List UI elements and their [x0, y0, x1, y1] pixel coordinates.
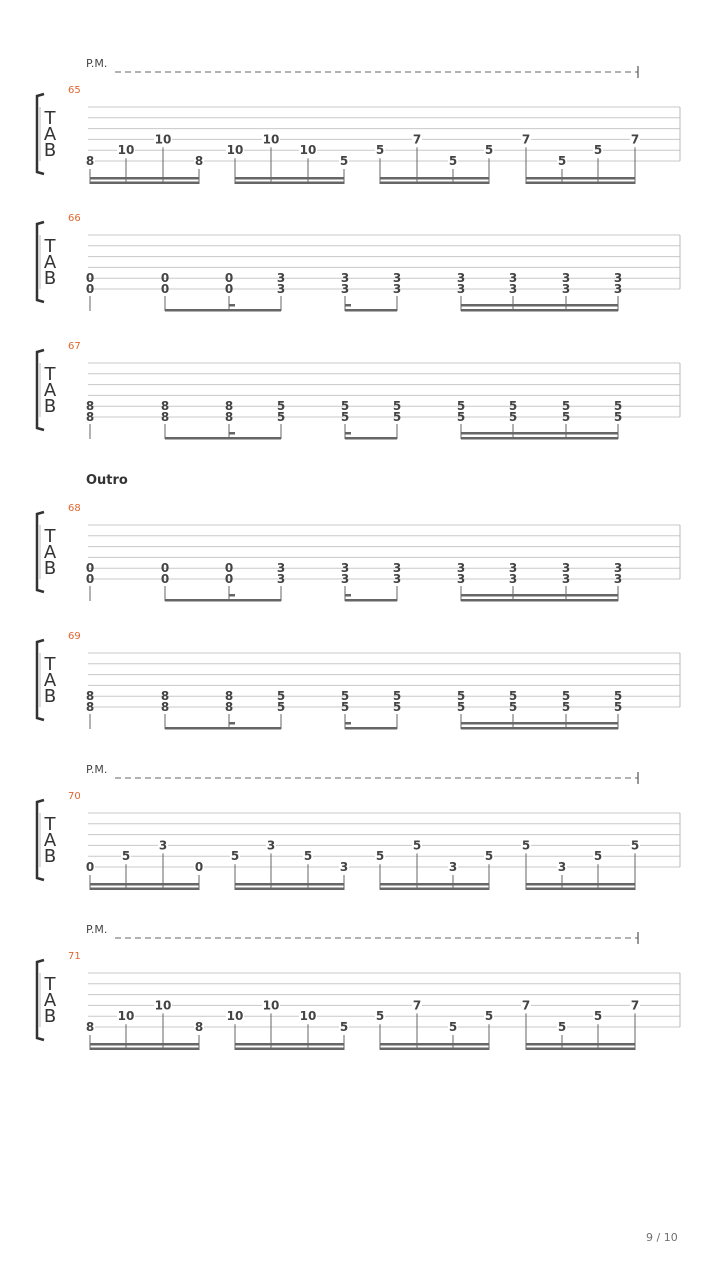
fret-number: 3: [392, 572, 402, 586]
system-measure-65: [37, 57, 680, 184]
fret-number: 5: [484, 1009, 494, 1024]
beam: [235, 883, 344, 886]
fret-number: 0: [194, 860, 204, 874]
beam: [90, 1043, 199, 1046]
fret-number: 3: [392, 561, 402, 576]
beam: [235, 888, 344, 891]
beam: [461, 304, 618, 307]
fret-number: 5: [613, 399, 623, 414]
fret-number: 5: [593, 849, 603, 864]
fret-number: 5: [448, 154, 458, 168]
fret-number: 3: [276, 271, 286, 286]
fret-number: 8: [224, 700, 234, 714]
beam: [345, 309, 397, 312]
fret-number: 5: [392, 689, 402, 704]
fret-number: 5: [276, 399, 286, 414]
fret-number: 3: [561, 561, 571, 576]
system-measure-67: [37, 341, 680, 440]
beam-partial: [345, 722, 351, 725]
beam: [461, 309, 618, 312]
fret-number: 5: [557, 154, 567, 168]
beam: [235, 182, 344, 185]
fret-number: 7: [630, 998, 640, 1013]
measure-number: 65: [68, 85, 81, 96]
fret-number: 5: [561, 410, 571, 424]
fret-number: 10: [226, 1009, 244, 1024]
tab-clef-letter: A: [43, 380, 57, 401]
beam: [165, 437, 281, 440]
beam: [90, 177, 199, 180]
fret-number: 8: [194, 154, 204, 168]
fret-number: 5: [508, 399, 518, 414]
fret-number: 8: [160, 410, 170, 424]
fret-number: 3: [339, 860, 349, 874]
beam: [90, 1048, 199, 1051]
fret-number: 5: [230, 849, 240, 864]
fret-number: 3: [456, 271, 466, 286]
fret-number: 5: [412, 838, 422, 853]
measure-number: 69: [68, 631, 81, 642]
section-label-outro: Outro: [86, 473, 128, 488]
fret-number: 0: [224, 282, 234, 296]
tab-clef-letter: B: [43, 558, 57, 579]
fret-number: 8: [160, 399, 170, 414]
fret-number: 7: [521, 132, 531, 147]
tab-clef-letter: T: [44, 654, 56, 675]
fret-number: 3: [613, 561, 623, 576]
tab-clef-letter: B: [43, 396, 57, 417]
fret-number: 8: [224, 410, 234, 424]
tab-clef-letter: A: [43, 124, 57, 145]
tab-clef-letter: B: [43, 268, 57, 289]
fret-number: 5: [340, 689, 350, 704]
tab-clef-letter: T: [44, 108, 56, 129]
system-measure-69: [37, 631, 680, 730]
beam: [380, 182, 489, 185]
beam: [461, 722, 618, 725]
beam: [345, 599, 397, 602]
system-measure-71: [37, 923, 680, 1050]
fret-number: 8: [85, 700, 95, 714]
fret-number: 5: [339, 1020, 349, 1034]
fret-number: 5: [340, 399, 350, 414]
fret-number: 3: [276, 572, 286, 586]
fret-number: 10: [299, 143, 317, 158]
fret-number: 10: [299, 1009, 317, 1024]
fret-number: 5: [561, 700, 571, 714]
beam: [461, 432, 618, 435]
fret-number: 8: [160, 689, 170, 704]
fret-number: 5: [276, 410, 286, 424]
fret-number: 10: [117, 1009, 135, 1024]
fret-number: 5: [557, 1020, 567, 1034]
fret-number: 5: [276, 700, 286, 714]
tab-clef-letter: A: [43, 542, 57, 563]
fret-number: 0: [85, 282, 95, 296]
fret-number: 0: [224, 561, 234, 576]
tab-clef-letter: B: [43, 686, 57, 707]
fret-number: 3: [392, 282, 402, 296]
fret-number: 10: [226, 143, 244, 158]
fret-number: 3: [158, 838, 168, 853]
fret-number: 3: [340, 572, 350, 586]
beam-partial: [345, 304, 351, 307]
beam-partial: [345, 594, 351, 597]
beam: [526, 177, 635, 180]
fret-number: 5: [508, 700, 518, 714]
system-measure-66: [37, 213, 680, 312]
palm-mute-label: P.M.: [86, 923, 108, 936]
tab-clef-letter: A: [43, 252, 57, 273]
fret-number: 5: [508, 689, 518, 704]
fret-number: 5: [303, 849, 313, 864]
fret-number: 5: [339, 154, 349, 168]
beam-partial: [229, 722, 235, 725]
tab-clef-letter: T: [44, 526, 56, 547]
fret-number: 5: [375, 143, 385, 158]
fret-number: 0: [224, 271, 234, 286]
fret-number: 5: [456, 700, 466, 714]
page-number: 9 / 10: [646, 1231, 678, 1244]
measure-number: 68: [68, 503, 81, 514]
beam: [345, 727, 397, 730]
fret-number: 3: [448, 860, 458, 874]
fret-number: 8: [224, 689, 234, 704]
fret-number: 5: [613, 689, 623, 704]
fret-number: 3: [276, 561, 286, 576]
fret-number: 0: [85, 271, 95, 286]
tab-clef-letter: T: [44, 236, 56, 257]
tab-clef-letter: A: [43, 830, 57, 851]
fret-number: 0: [85, 561, 95, 576]
fret-number: 5: [630, 838, 640, 853]
fret-number: 5: [392, 410, 402, 424]
tab-clef-letter: T: [44, 974, 56, 995]
fret-number: 10: [154, 998, 172, 1013]
beam: [380, 883, 489, 886]
fret-number: 5: [276, 689, 286, 704]
beam: [90, 182, 199, 185]
fret-number: 3: [613, 282, 623, 296]
beam: [165, 599, 281, 602]
fret-number: 3: [340, 271, 350, 286]
fret-number: 3: [276, 282, 286, 296]
fret-number: 3: [508, 561, 518, 576]
measure-number: 71: [68, 951, 81, 962]
beam: [380, 177, 489, 180]
beam-partial: [229, 594, 235, 597]
beam: [461, 599, 618, 602]
fret-number: 3: [557, 860, 567, 874]
fret-number: 8: [85, 154, 95, 168]
beam: [526, 1048, 635, 1051]
fret-number: 5: [593, 1009, 603, 1024]
fret-number: 10: [262, 998, 280, 1013]
fret-number: 8: [85, 689, 95, 704]
system-measure-70: [37, 763, 680, 890]
fret-number: 5: [593, 143, 603, 158]
fret-number: 3: [561, 572, 571, 586]
tab-clef-letter: A: [43, 990, 57, 1011]
fret-number: 5: [484, 143, 494, 158]
beam: [345, 437, 397, 440]
fret-number: 7: [412, 998, 422, 1013]
fret-number: 5: [613, 410, 623, 424]
beam: [526, 182, 635, 185]
beam: [526, 883, 635, 886]
beam: [380, 888, 489, 891]
fret-number: 5: [392, 700, 402, 714]
beam: [235, 1043, 344, 1046]
beam: [380, 1043, 489, 1046]
fret-number: 5: [456, 399, 466, 414]
beam-partial: [229, 432, 235, 435]
fret-number: 0: [85, 572, 95, 586]
fret-number: 3: [456, 572, 466, 586]
beam: [235, 1048, 344, 1051]
fret-number: 7: [630, 132, 640, 147]
fret-number: 0: [160, 572, 170, 586]
measure-number: 67: [68, 341, 81, 352]
tab-clef-letter: B: [43, 846, 57, 867]
fret-number: 3: [613, 271, 623, 286]
fret-number: 0: [85, 860, 95, 874]
fret-number: 7: [521, 998, 531, 1013]
tab-clef-letter: T: [44, 364, 56, 385]
fret-number: 5: [521, 838, 531, 853]
fret-number: 10: [262, 132, 280, 147]
system-measure-68: [37, 503, 680, 602]
fret-number: 5: [392, 399, 402, 414]
fret-number: 3: [508, 282, 518, 296]
palm-mute-label: P.M.: [86, 763, 108, 776]
tab-clef-letter: B: [43, 140, 57, 161]
fret-number: 8: [85, 1020, 95, 1034]
beam: [90, 883, 199, 886]
fret-number: 10: [154, 132, 172, 147]
fret-number: 3: [456, 561, 466, 576]
fret-number: 3: [456, 282, 466, 296]
fret-number: 3: [561, 271, 571, 286]
fret-number: 10: [117, 143, 135, 158]
fret-number: 8: [224, 399, 234, 414]
fret-number: 5: [508, 410, 518, 424]
tab-clef-letter: A: [43, 670, 57, 691]
fret-number: 0: [224, 572, 234, 586]
beam-partial: [345, 432, 351, 435]
fret-number: 8: [194, 1020, 204, 1034]
fret-number: 3: [508, 572, 518, 586]
tab-clef-letter: T: [44, 814, 56, 835]
fret-number: 8: [85, 399, 95, 414]
beam: [461, 437, 618, 440]
fret-number: 3: [613, 572, 623, 586]
fret-number: 7: [412, 132, 422, 147]
measure-number: 70: [68, 791, 81, 802]
beam: [461, 727, 618, 730]
fret-number: 5: [121, 849, 131, 864]
beam: [526, 888, 635, 891]
fret-number: 5: [375, 1009, 385, 1024]
fret-number: 5: [448, 1020, 458, 1034]
fret-number: 5: [340, 410, 350, 424]
fret-number: 3: [561, 282, 571, 296]
fret-number: 8: [85, 410, 95, 424]
fret-number: 5: [456, 689, 466, 704]
beam: [90, 888, 199, 891]
fret-number: 5: [340, 700, 350, 714]
fret-number: 5: [561, 399, 571, 414]
fret-number: 3: [340, 282, 350, 296]
fret-number: 5: [613, 700, 623, 714]
beam: [380, 1048, 489, 1051]
fret-number: 5: [561, 689, 571, 704]
beam: [526, 1043, 635, 1046]
fret-number: 3: [508, 271, 518, 286]
fret-number: 5: [484, 849, 494, 864]
measure-number: 66: [68, 213, 81, 224]
fret-number: 5: [456, 410, 466, 424]
palm-mute-label: P.M.: [86, 57, 108, 70]
fret-number: 5: [375, 849, 385, 864]
beam: [461, 594, 618, 597]
fret-number: 3: [340, 561, 350, 576]
fret-number: 8: [160, 700, 170, 714]
tab-clef-letter: B: [43, 1006, 57, 1027]
fret-number: 3: [266, 838, 276, 853]
beam: [165, 727, 281, 730]
fret-number: 0: [160, 561, 170, 576]
beam: [235, 177, 344, 180]
beam-partial: [229, 304, 235, 307]
fret-number: 0: [160, 271, 170, 286]
fret-number: 0: [160, 282, 170, 296]
fret-number: 3: [392, 271, 402, 286]
beam: [165, 309, 281, 312]
